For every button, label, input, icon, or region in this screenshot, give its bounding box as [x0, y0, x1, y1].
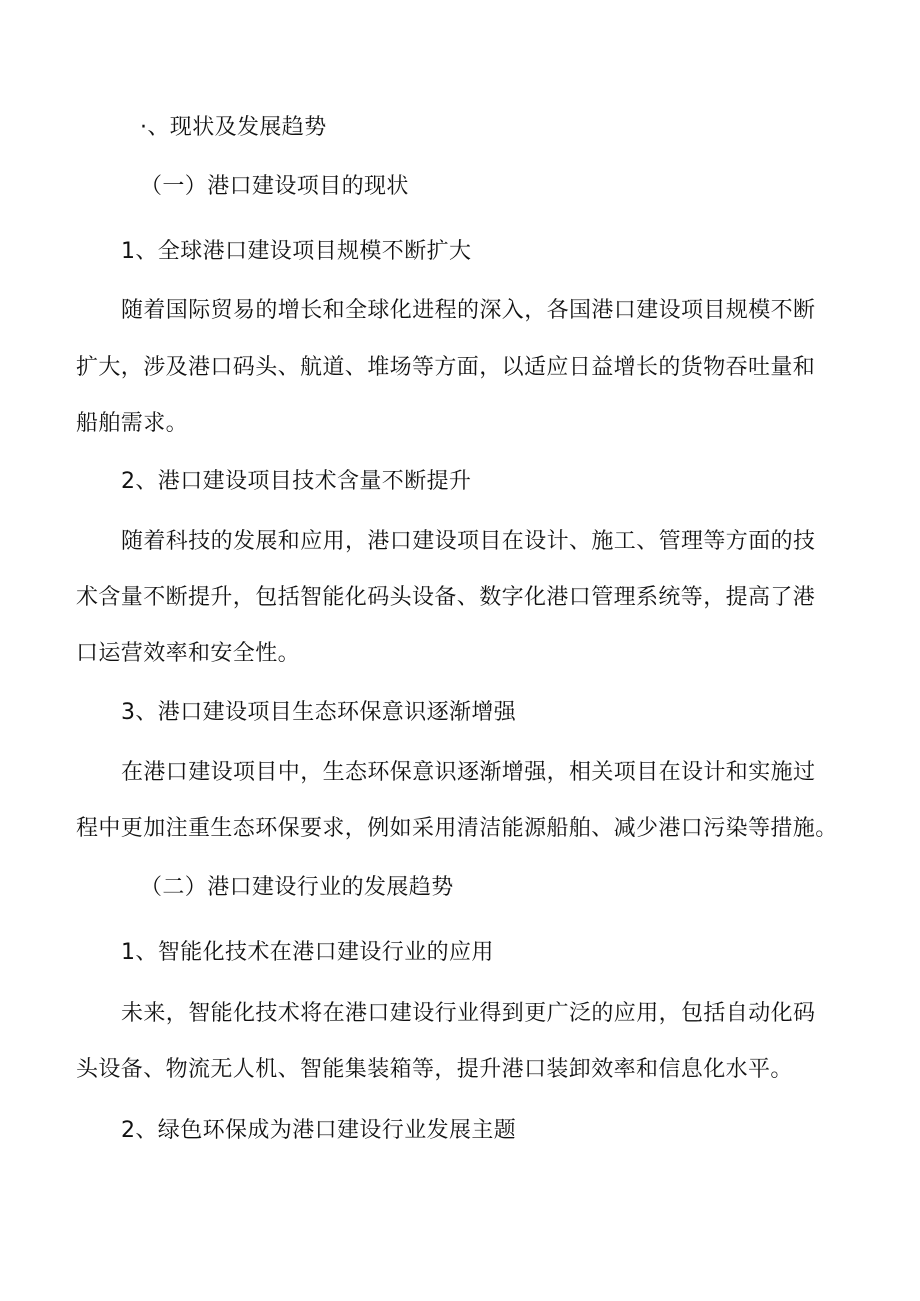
trend-heading-2: 2、绿色环保成为港口建设行业发展主题 — [121, 1118, 517, 1143]
paragraph-line: 在港口建设项目中，生态环保意识逐渐增强，相关项目在设计和实施过 — [121, 760, 816, 785]
item-heading-2: 2、港口建设项目技术含量不断提升 — [121, 469, 472, 494]
paragraph-line: 随着科技的发展和应用，港口建设项目在设计、施工、管理等方面的技 — [121, 529, 816, 554]
paragraph-line: 扩大，涉及港口码头、航道、堆场等方面，以适应日益增长的货物吞吐量和 — [76, 355, 816, 380]
section-heading: ·、现状及发展趋势 — [140, 115, 327, 140]
paragraph-line: 头设备、物流无人机、智能集装箱等，提升港口装卸效率和信息化水平。 — [76, 1057, 793, 1082]
paragraph-line: 随着国际贸易的增长和全球化进程的深入，各国港口建设项目规模不断 — [121, 298, 816, 323]
paragraph-line: 术含量不断提升，包括智能化码头设备、数字化港口管理系统等，提高了港 — [76, 585, 816, 610]
paragraph-line: 口运营效率和安全性。 — [76, 641, 301, 666]
subsection-heading-status: （一）港口建设项目的现状 — [140, 174, 409, 199]
paragraph-line: 未来，智能化技术将在港口建设行业得到更广泛的应用，包括自动化码 — [121, 1001, 816, 1026]
trend-heading-1: 1、智能化技术在港口建设行业的应用 — [121, 940, 494, 965]
paragraph-line: 程中更加注重生态环保要求，例如采用清洁能源船舶、减少港口污染等措施。 — [76, 816, 838, 841]
item-heading-1: 1、全球港口建设项目规模不断扩大 — [121, 239, 472, 264]
item-heading-3: 3、港口建设项目生态环保意识逐渐增强 — [121, 700, 517, 725]
paragraph-line: 船舶需求。 — [76, 411, 189, 436]
subsection-heading-trends: （二）港口建设行业的发展趋势 — [140, 875, 454, 900]
